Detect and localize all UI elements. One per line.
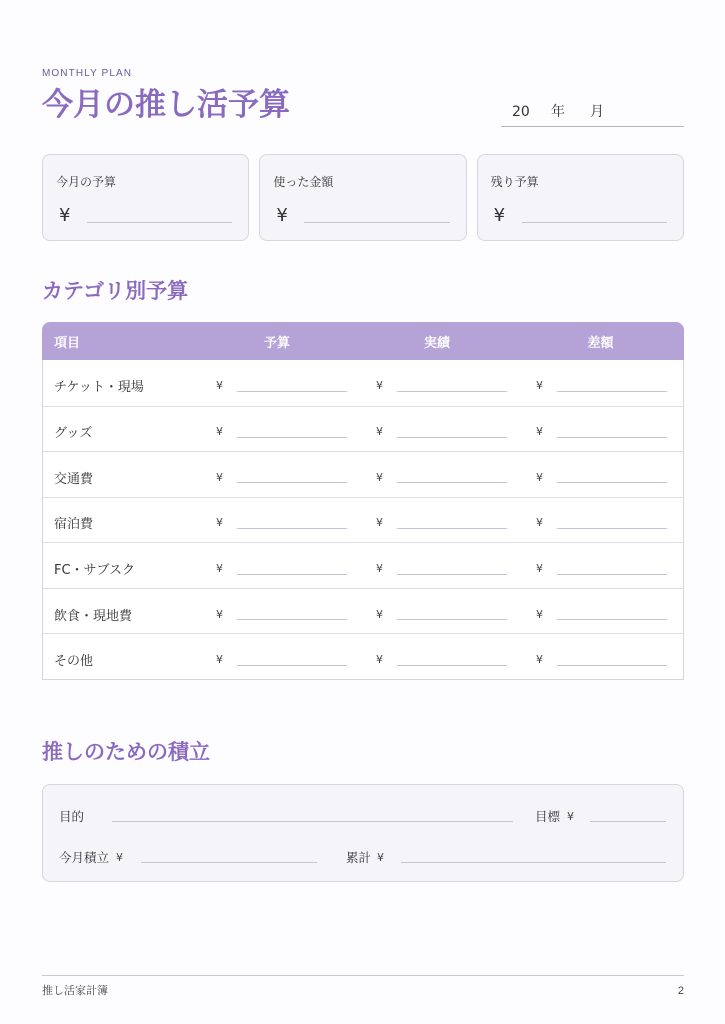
summary-card-monthly-budget [42, 154, 249, 241]
actual-amount-field[interactable] [397, 437, 507, 438]
yen-sign: ¥ [216, 607, 223, 621]
budget-amount-field[interactable] [237, 482, 347, 483]
difference-amount-field[interactable] [557, 574, 667, 575]
difference-amount-field[interactable] [557, 619, 667, 620]
yen-sign: ¥ [536, 653, 543, 667]
actual-cell [357, 366, 517, 406]
difference-amount-field[interactable] [557, 437, 667, 438]
yen-sign: ¥ [536, 425, 543, 439]
difference-cell [517, 366, 683, 406]
spent-amount-field[interactable] [304, 222, 449, 223]
actual-amount-field[interactable] [397, 665, 507, 666]
difference-amount-field[interactable] [557, 482, 667, 483]
category-label: FC・サブスク [54, 563, 136, 579]
table-row [43, 360, 683, 406]
table-body [42, 360, 684, 680]
purpose-field[interactable] [112, 821, 513, 822]
yen-sign: ¥ [536, 470, 543, 484]
yen-sign: ¥ [276, 205, 288, 226]
table-row [43, 497, 683, 543]
category-label: 飲食・現地費 [54, 608, 133, 624]
budget-amount-field[interactable] [237, 574, 347, 575]
budget-cell [197, 640, 357, 679]
table-header [42, 322, 684, 360]
savings-box [42, 784, 684, 882]
summary-card-label: 残り予算 [490, 175, 539, 189]
yen-sign: ¥ [216, 425, 223, 439]
yen-sign: ¥ [116, 851, 123, 864]
actual-cell [357, 504, 517, 543]
total-savings-field[interactable] [401, 862, 666, 863]
column-header-item: 項目 [54, 335, 81, 351]
yen-sign: ¥ [376, 379, 383, 393]
category-budget-heading: カテゴリ別予算 [42, 279, 189, 303]
yen-sign: ¥ [493, 205, 506, 226]
yen-sign: ¥ [567, 810, 574, 823]
actual-amount-field[interactable] [397, 574, 507, 575]
yen-sign: ¥ [216, 562, 223, 576]
remaining-budget-field[interactable] [522, 222, 667, 223]
actual-cell [357, 549, 517, 588]
category-label: 交通費 [54, 471, 94, 487]
monthly-savings-label: 今月積立 [59, 850, 110, 865]
difference-cell [517, 458, 683, 497]
yen-sign: ¥ [59, 205, 71, 226]
column-header-actual: 実績 [423, 335, 450, 351]
difference-cell [517, 549, 683, 588]
actual-amount-field[interactable] [397, 528, 507, 529]
difference-amount-field[interactable] [557, 528, 667, 529]
budget-cell [197, 504, 357, 543]
summary-card-remaining [477, 154, 684, 241]
actual-cell [357, 413, 517, 452]
category-label: その他 [54, 654, 94, 670]
monthly-savings-field[interactable] [141, 862, 317, 863]
yen-sign: ¥ [377, 851, 384, 864]
yen-sign: ¥ [376, 516, 383, 530]
budget-amount-field[interactable] [237, 528, 347, 529]
yen-sign: ¥ [216, 653, 223, 667]
summary-card-label: 使った金額 [273, 175, 334, 189]
table-row [43, 588, 683, 634]
yen-sign: ¥ [376, 425, 383, 439]
monthly-budget-field[interactable] [87, 222, 232, 223]
budget-cell [197, 458, 357, 497]
difference-amount-field[interactable] [557, 391, 667, 392]
budget-amount-field[interactable] [237, 619, 347, 620]
yen-sign: ¥ [536, 607, 543, 621]
budget-amount-field[interactable] [237, 665, 347, 666]
purpose-label: 目的 [59, 809, 85, 824]
yen-sign: ¥ [376, 607, 383, 621]
category-label: 宿泊費 [54, 517, 94, 533]
category-label: チケット・現場 [54, 380, 144, 396]
category-label: グッズ [54, 426, 93, 442]
footer-divider [42, 975, 684, 976]
summary-card-label: 今月の予算 [56, 175, 117, 189]
actual-cell [357, 595, 517, 634]
goal-label: 目標 [535, 809, 561, 824]
column-header-difference: 差額 [587, 335, 614, 351]
page-number: 2 [677, 985, 684, 997]
budget-amount-field[interactable] [237, 437, 347, 438]
yen-sign: ¥ [376, 653, 383, 667]
difference-cell [517, 595, 683, 634]
date-field[interactable] [501, 100, 684, 127]
yen-sign: ¥ [376, 562, 383, 576]
yen-sign: ¥ [216, 516, 223, 530]
yen-sign: ¥ [536, 379, 543, 393]
difference-cell [517, 413, 683, 452]
yen-sign: ¥ [216, 379, 223, 393]
difference-amount-field[interactable] [557, 665, 667, 666]
table-row [43, 542, 683, 588]
table-row [43, 406, 683, 452]
yen-sign: ¥ [376, 470, 383, 484]
yen-sign: ¥ [536, 516, 543, 530]
actual-amount-field[interactable] [397, 619, 507, 620]
actual-amount-field[interactable] [397, 482, 507, 483]
table-row [43, 633, 683, 679]
footer-title: 推し活家計簿 [42, 984, 108, 997]
date-month-unit: 月 [590, 104, 604, 120]
yen-sign: ¥ [536, 562, 543, 576]
summary-card-spent [259, 154, 466, 241]
yen-sign: ¥ [216, 470, 223, 484]
actual-amount-field[interactable] [397, 391, 507, 392]
budget-cell [197, 413, 357, 452]
date-year-prefix: 20 [512, 104, 530, 120]
budget-cell [197, 366, 357, 406]
total-savings-label: 累計 [346, 850, 372, 865]
table-row [43, 451, 683, 497]
goal-amount-field[interactable] [590, 821, 666, 822]
date-year-unit: 年 [551, 104, 565, 120]
actual-cell [357, 640, 517, 679]
column-header-budget: 予算 [263, 335, 290, 351]
difference-cell [517, 640, 683, 679]
difference-cell [517, 504, 683, 543]
category-budget-table [42, 322, 684, 680]
actual-cell [357, 458, 517, 497]
page-eyebrow: MONTHLY PLAN [42, 68, 133, 79]
budget-cell [197, 549, 357, 588]
budget-amount-field[interactable] [237, 391, 347, 392]
page-title: 今月の推し活予算 [42, 87, 290, 123]
budget-cell [197, 595, 357, 634]
savings-heading: 推しのための積立 [42, 740, 210, 764]
summary-cards [42, 154, 684, 241]
